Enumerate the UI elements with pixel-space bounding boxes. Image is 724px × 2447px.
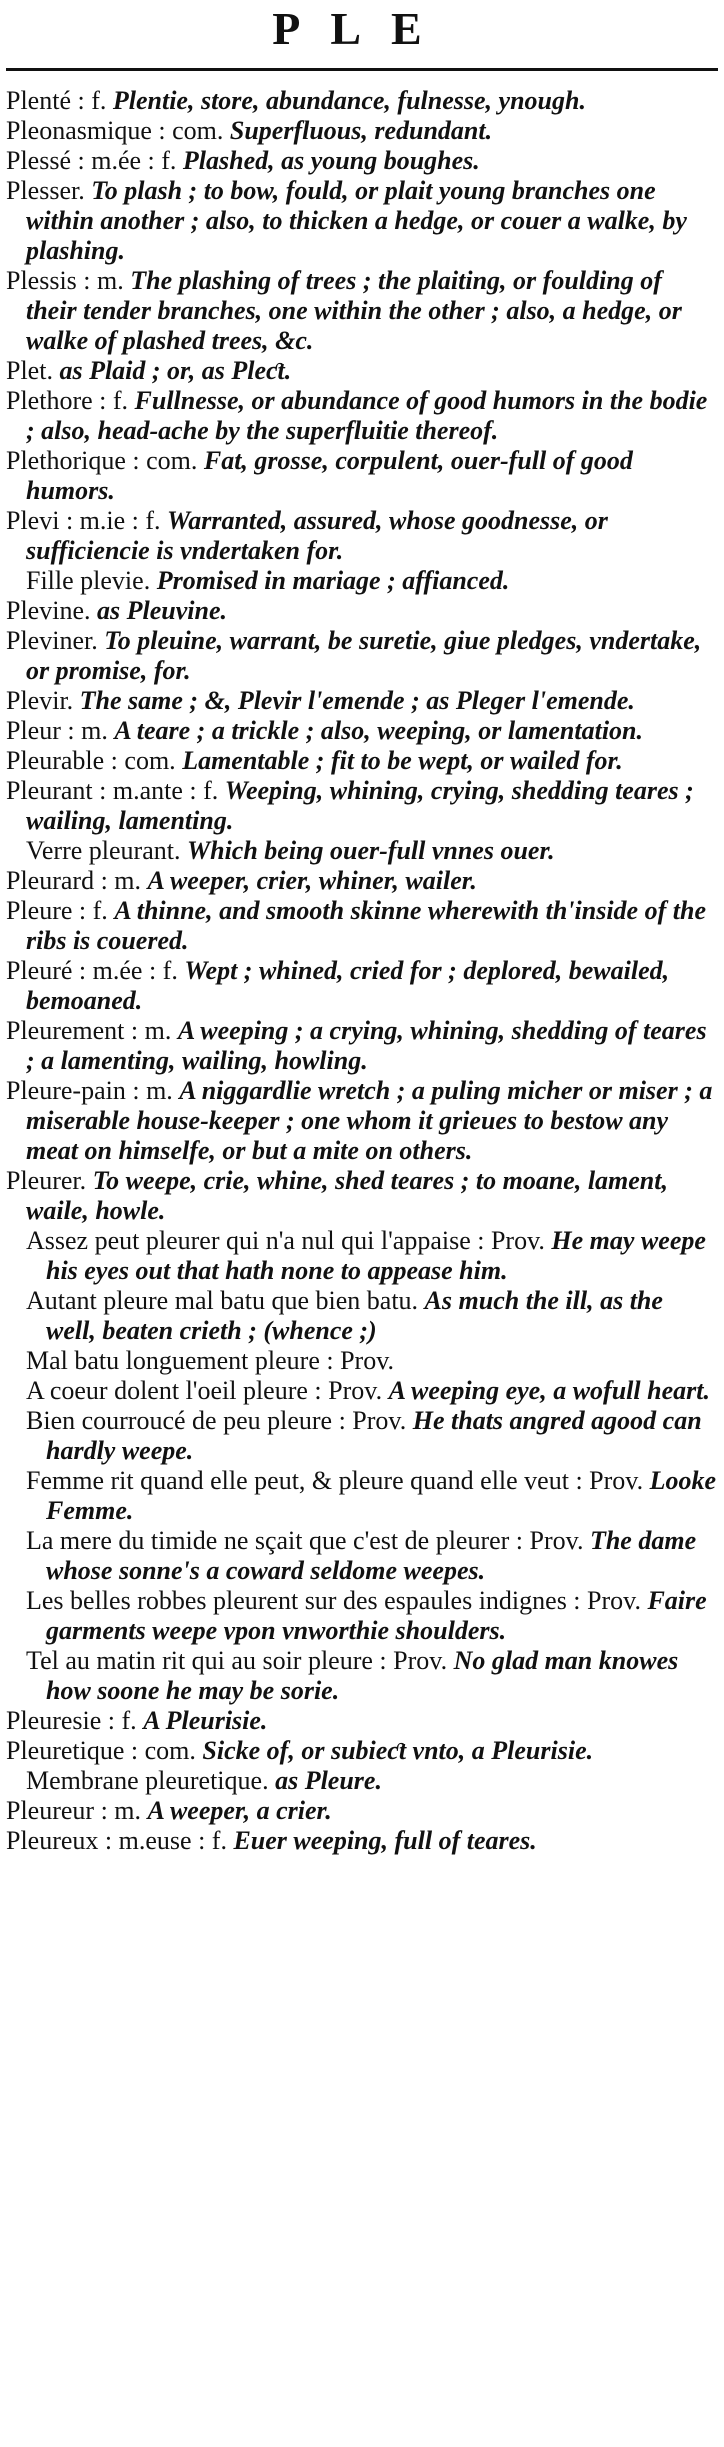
entry-headword: Plethorique : com. — [6, 446, 198, 475]
entry-headword: Pleureur : m. — [6, 1796, 142, 1825]
entry-gloss: Lamentable ; fit to be wept, or wailed for. — [182, 746, 623, 775]
entry-gloss: Which being ouer-full vnnes ouer. — [186, 836, 555, 865]
entry-headword: Pleuresie : f. — [6, 1706, 137, 1735]
dictionary-entry — [6, 176, 718, 266]
entry-headword: Pleurant : m.ante : f. — [6, 776, 219, 805]
entry-headword: Pleurement : m. — [6, 1016, 172, 1045]
entry-headword: Pleurard : m. — [6, 866, 142, 895]
dictionary-entry — [6, 1706, 718, 1736]
entry-gloss: A weeper, a crier. — [147, 1796, 332, 1825]
entry-gloss: A weeper, crier, whiner, wailer. — [147, 866, 477, 895]
proverb-entry — [6, 1346, 718, 1376]
entry-headword: Pleurable : com. — [6, 746, 176, 775]
entry-headword: Plet. — [6, 356, 53, 385]
dictionary-entry — [6, 1016, 718, 1076]
proverb-entry — [6, 1646, 718, 1706]
entry-headword: Plessis : m. — [6, 266, 124, 295]
entry-headword: Pleurer. — [6, 1166, 87, 1195]
entry-gloss: A teare ; a trickle ; also, weeping, or lamentation. — [114, 716, 644, 745]
entry-headword: Plethore : f. — [6, 386, 129, 415]
dictionary-entry — [6, 596, 718, 626]
dictionary-entry — [6, 866, 718, 896]
dictionary-entry — [6, 1736, 718, 1766]
entry-headword: Plevi : m.ie : f. — [6, 506, 161, 535]
entry-gloss: A Pleurisie. — [143, 1706, 268, 1735]
dictionary-entry — [6, 1826, 718, 1856]
entry-headword: Autant pleure mal batu que bien batu. — [26, 1286, 419, 1315]
entry-headword: Membrane pleuretique. — [26, 1766, 269, 1795]
proverb-entry — [6, 1526, 718, 1586]
entry-headword: La mere du timide ne sçait que c'est de pleurer : Prov. — [26, 1526, 584, 1555]
sub-entry — [6, 836, 718, 866]
entry-headword: Fille plevie. — [26, 566, 151, 595]
entry-gloss: Euer weeping, full of teares. — [233, 1826, 537, 1855]
entry-headword: Les belles robbes pleurent sur des espaules indignes : Prov. — [26, 1586, 641, 1615]
entry-gloss: A niggardlie wretch ; a puling micher or miser ; a miserable house-keeper ; one whom it grieues to bestow any meat on himselfe, or but a mite on others. — [26, 1076, 713, 1165]
entry-headword: Plessé : m.ée : f. — [6, 146, 177, 175]
entry-gloss: Superfluous, redundant. — [229, 116, 493, 145]
entry-headword: Assez peut pleurer qui n'a nul qui l'appaise : Prov. — [26, 1226, 545, 1255]
proverb-entry — [6, 1466, 718, 1526]
dictionary-entry — [6, 686, 718, 716]
proverb-entry — [6, 1226, 718, 1286]
sub-entry — [6, 566, 718, 596]
entry-gloss: He thats angred agood can hardly weepe. — [46, 1406, 702, 1465]
entry-headword: Plenté : f. — [6, 86, 107, 115]
dictionary-entry — [6, 896, 718, 956]
dictionary-entry — [6, 1076, 718, 1166]
dictionary-entry — [6, 386, 718, 446]
running-head: PLE — [272, 3, 452, 54]
entry-headword: Pleonasmique : com. — [6, 116, 224, 145]
dictionary-entry — [6, 1796, 718, 1826]
dictionary-entry — [6, 86, 718, 116]
dictionary-entry — [6, 116, 718, 146]
entry-gloss: To plash ; to bow, fould, or plait young branches one within another ; also, to thicken a hedge, or couer a walke, by plashing. — [26, 176, 687, 265]
dictionary-entry — [6, 626, 718, 686]
entry-headword: Pleviner. — [6, 626, 98, 655]
entry-gloss: Sicke of, or subieƈt vnto, a Pleurisie. — [202, 1736, 594, 1765]
proverb-entry — [6, 1376, 718, 1406]
entry-gloss: He may weepe his eyes out that hath none to appease him. — [46, 1226, 706, 1285]
entry-headword: Pleuretique : com. — [6, 1736, 196, 1765]
dictionary-entry — [6, 356, 718, 386]
dictionary-entry — [6, 956, 718, 1016]
entry-headword: Mal batu longuement pleure : Prov. — [26, 1346, 395, 1375]
entry-gloss: Faire garments weepe vpon vnworthie shoulders. — [46, 1586, 707, 1645]
entry-gloss: Wept ; whined, cried for ; deplored, bewailed, bemoaned. — [26, 956, 670, 1015]
entry-gloss: Weeping, whining, crying, shedding teares ; wailing, lamenting. — [26, 776, 694, 835]
dictionary-entry — [6, 746, 718, 776]
entry-gloss: As much the ill, as the well, beaten crieth ; (whence ;) — [46, 1286, 663, 1345]
entry-gloss: as Pleure. — [275, 1766, 382, 1795]
entry-gloss: Plentie, store, abundance, fulnesse, ynough. — [112, 86, 586, 115]
entry-gloss: A weeping eye, a wofull heart. — [388, 1376, 710, 1405]
entry-gloss: Fullnesse, or abundance of good humors in the bodie ; also, head-ache by the superfluitie thereof. — [26, 386, 708, 445]
proverb-entry — [6, 1406, 718, 1466]
entry-headword: Pleuré : m.ée : f. — [6, 956, 178, 985]
entry-gloss: To pleuine, warrant, be suretie, giue pledges, vndertake, or promise, for. — [26, 626, 702, 685]
entry-gloss: as Pleuvine. — [97, 596, 227, 625]
entry-gloss: Fat, grosse, corpulent, ouer-full of good humors. — [26, 446, 633, 505]
entry-gloss: Promised in mariage ; affianced. — [156, 566, 510, 595]
dictionary-entry — [6, 146, 718, 176]
entry-gloss: A weeping ; a crying, whining, shedding of teares ; a lamenting, wailing, howling. — [26, 1016, 707, 1075]
entry-gloss: Looke Femme. — [46, 1466, 717, 1525]
entry-headword: Femme rit quand elle peut, & pleure quand elle veut : Prov. — [26, 1466, 644, 1495]
entry-headword: Plevine. — [6, 596, 91, 625]
dictionary-entry — [6, 1166, 718, 1226]
entry-headword: Plevir. — [6, 686, 74, 715]
entry-headword: Tel au matin rit qui au soir pleure : Prov. — [26, 1646, 448, 1675]
entry-gloss: as Plaid ; or, as Pleƈt. — [59, 356, 292, 385]
entry-gloss: Plashed, as young boughes. — [182, 146, 480, 175]
dictionary-entry — [6, 716, 718, 746]
entry-headword: Pleureux : m.euse : f. — [6, 1826, 227, 1855]
entry-headword: Pleure : f. — [6, 896, 108, 925]
dictionary-entry — [6, 266, 718, 356]
sub-entry — [6, 1766, 718, 1796]
entry-gloss: The dame whose sonne's a coward seldome weepes. — [46, 1526, 697, 1585]
entry-gloss: The plashing of trees ; the plaiting, or foulding of their tender branches, one within the other ; also, a hedge, or walke of plashed trees, &c. — [26, 266, 682, 355]
proverb-entry — [6, 1286, 718, 1346]
dictionary-entry — [6, 776, 718, 836]
entry-gloss: A thinne, and smooth skinne wherewith th'inside of the ribs is couered. — [26, 896, 706, 955]
entry-gloss: The same ; &, Plevir l'emende ; as Pleger l'emende. — [79, 686, 635, 715]
entry-headword: A coeur dolent l'oeil pleure : Prov. — [26, 1376, 383, 1405]
dictionary-entry — [6, 446, 718, 506]
header-rule — [6, 68, 718, 71]
entry-headword: Verre pleurant. — [26, 836, 181, 865]
entry-gloss: No glad man knowes how soone he may be sorie. — [46, 1646, 679, 1705]
proverb-entry — [6, 1586, 718, 1646]
dictionary-entry — [6, 506, 718, 566]
entry-headword: Bien courroucé de peu pleure : Prov. — [26, 1406, 407, 1435]
entry-gloss: Warranted, assured, whose goodnesse, or sufficiencie is vndertaken for. — [26, 506, 608, 565]
entry-gloss: To weepe, crie, whine, shed teares ; to moane, lament, waile, howle. — [26, 1166, 668, 1225]
entry-headword: Pleur : m. — [6, 716, 108, 745]
entry-list — [6, 86, 718, 1856]
entry-headword: Pleure-pain : m. — [6, 1076, 173, 1105]
entry-headword: Plesser. — [6, 176, 85, 205]
